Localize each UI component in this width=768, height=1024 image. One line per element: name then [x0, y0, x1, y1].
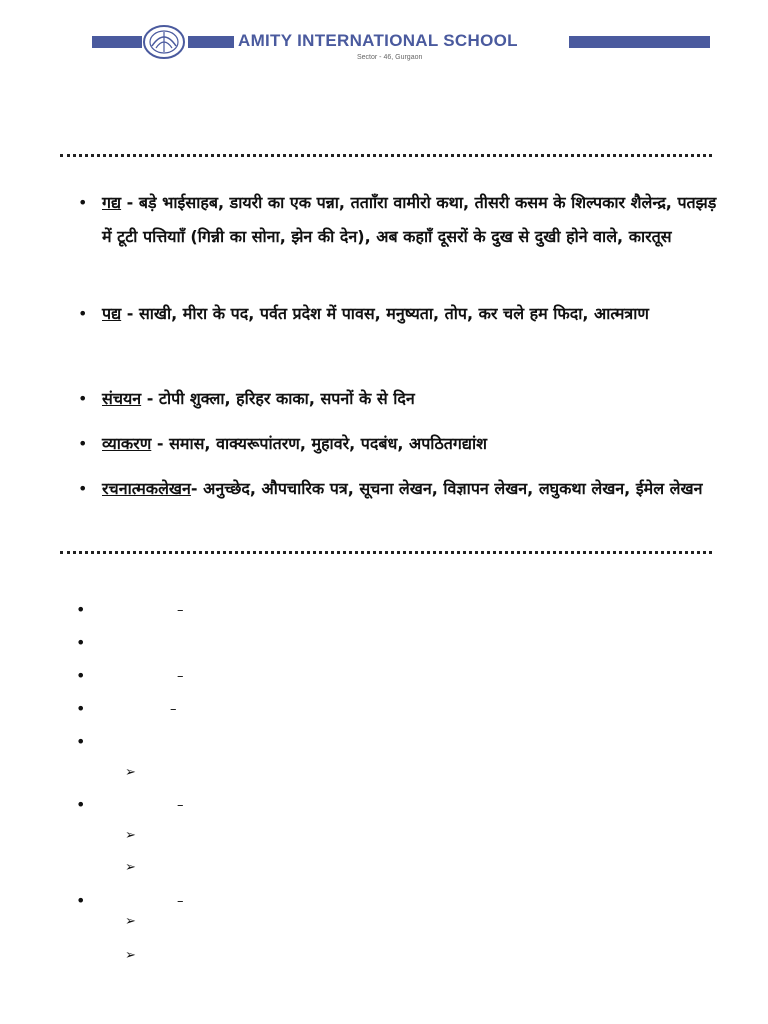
arrow-bullet-icon: ➢ — [125, 860, 136, 875]
syllabus-sep: - — [121, 193, 139, 212]
syllabus-text: साखी, मीरा के पद, पर्वत प्रदेश में पावस, मनुष्यता, तोप, कर चले हम फिदा, आत्मत्राण — [138, 304, 649, 323]
syllabus-item-rachnatmak — [78, 474, 724, 504]
syllabus-term: व्याकरण — [102, 434, 152, 453]
bullet-icon: • — [78, 479, 88, 498]
dotted-separator-top — [60, 154, 712, 157]
syllabus-sep: - — [190, 479, 204, 498]
arrow-bullet-icon: ➢ — [125, 948, 136, 963]
header-bar-left — [92, 36, 142, 48]
syllabus-term: पद्य — [102, 304, 122, 323]
school-address: Sector - 46, Gurgaon — [357, 54, 423, 61]
syllabus-item-vyakaran — [78, 427, 724, 461]
syllabus-text: टोपी शुक्ला, हरिहर काका, सपनों के से दिन — [158, 389, 415, 408]
dash-mark: – — [177, 894, 184, 909]
dash-mark: – — [177, 798, 184, 813]
school-header — [92, 22, 710, 68]
arrow-bullet-icon: ➢ — [125, 765, 136, 780]
syllabus-item-gadya — [78, 186, 724, 254]
bullet-icon: • — [76, 699, 86, 718]
school-name: AMITY INTERNATIONAL SCHOOL — [234, 31, 522, 51]
bullet-icon: • — [76, 795, 86, 814]
bullet-icon: • — [76, 633, 86, 652]
syllabus-sep: - — [141, 389, 159, 408]
syllabus-term: गद्य — [102, 193, 122, 212]
syllabus-term: रचनात्मकलेखन — [102, 479, 191, 498]
arrow-bullet-icon: ➢ — [125, 828, 136, 843]
bullet-icon: • — [78, 434, 88, 453]
syllabus-text: अनुच्छेद, औपचारिक पत्र, सूचना लेखन, विज्ञापन लेखन, लघुकथा लेखन, ईमेल लेखन — [203, 479, 703, 498]
dotted-separator-bottom — [60, 551, 712, 554]
header-bar-right — [569, 36, 710, 48]
syllabus-item-sanchayan — [78, 382, 724, 416]
bullet-icon: • — [76, 732, 86, 751]
syllabus-sep: - — [121, 304, 139, 323]
bullet-icon: • — [76, 600, 86, 619]
syllabus-term: संचयन — [102, 389, 142, 408]
syllabus-text: बड़े भाईसाहब, डायरी का एक पन्ना, ततााँरा वामीरो कथा, तीसरी कसम के शिल्पकार शैलेन्द्र, पतझड़ में टूटी पत्तियााँ (गिन्नी का सोना, झेन की देन), अब कहााँ दूसरों के दुख से दुखी होने वाले, कारतूस — [102, 193, 717, 246]
syllabus-item-padya — [78, 292, 724, 336]
dash-mark: – — [170, 702, 177, 717]
dash-mark: – — [177, 669, 184, 684]
bullet-icon: • — [78, 193, 88, 212]
syllabus-sep: - — [151, 434, 170, 453]
school-logo-icon — [142, 24, 186, 60]
bullet-icon: • — [78, 304, 88, 323]
bullet-icon: • — [76, 891, 86, 910]
dash-mark: – — [177, 603, 184, 618]
bullet-icon: • — [78, 389, 88, 408]
arrow-bullet-icon: ➢ — [125, 914, 136, 929]
bullet-icon: • — [76, 666, 86, 685]
syllabus-text: समास, वाक्यरूपांतरण, मुहावरे, पदबंध, अपठितगद्यांश — [169, 434, 487, 453]
